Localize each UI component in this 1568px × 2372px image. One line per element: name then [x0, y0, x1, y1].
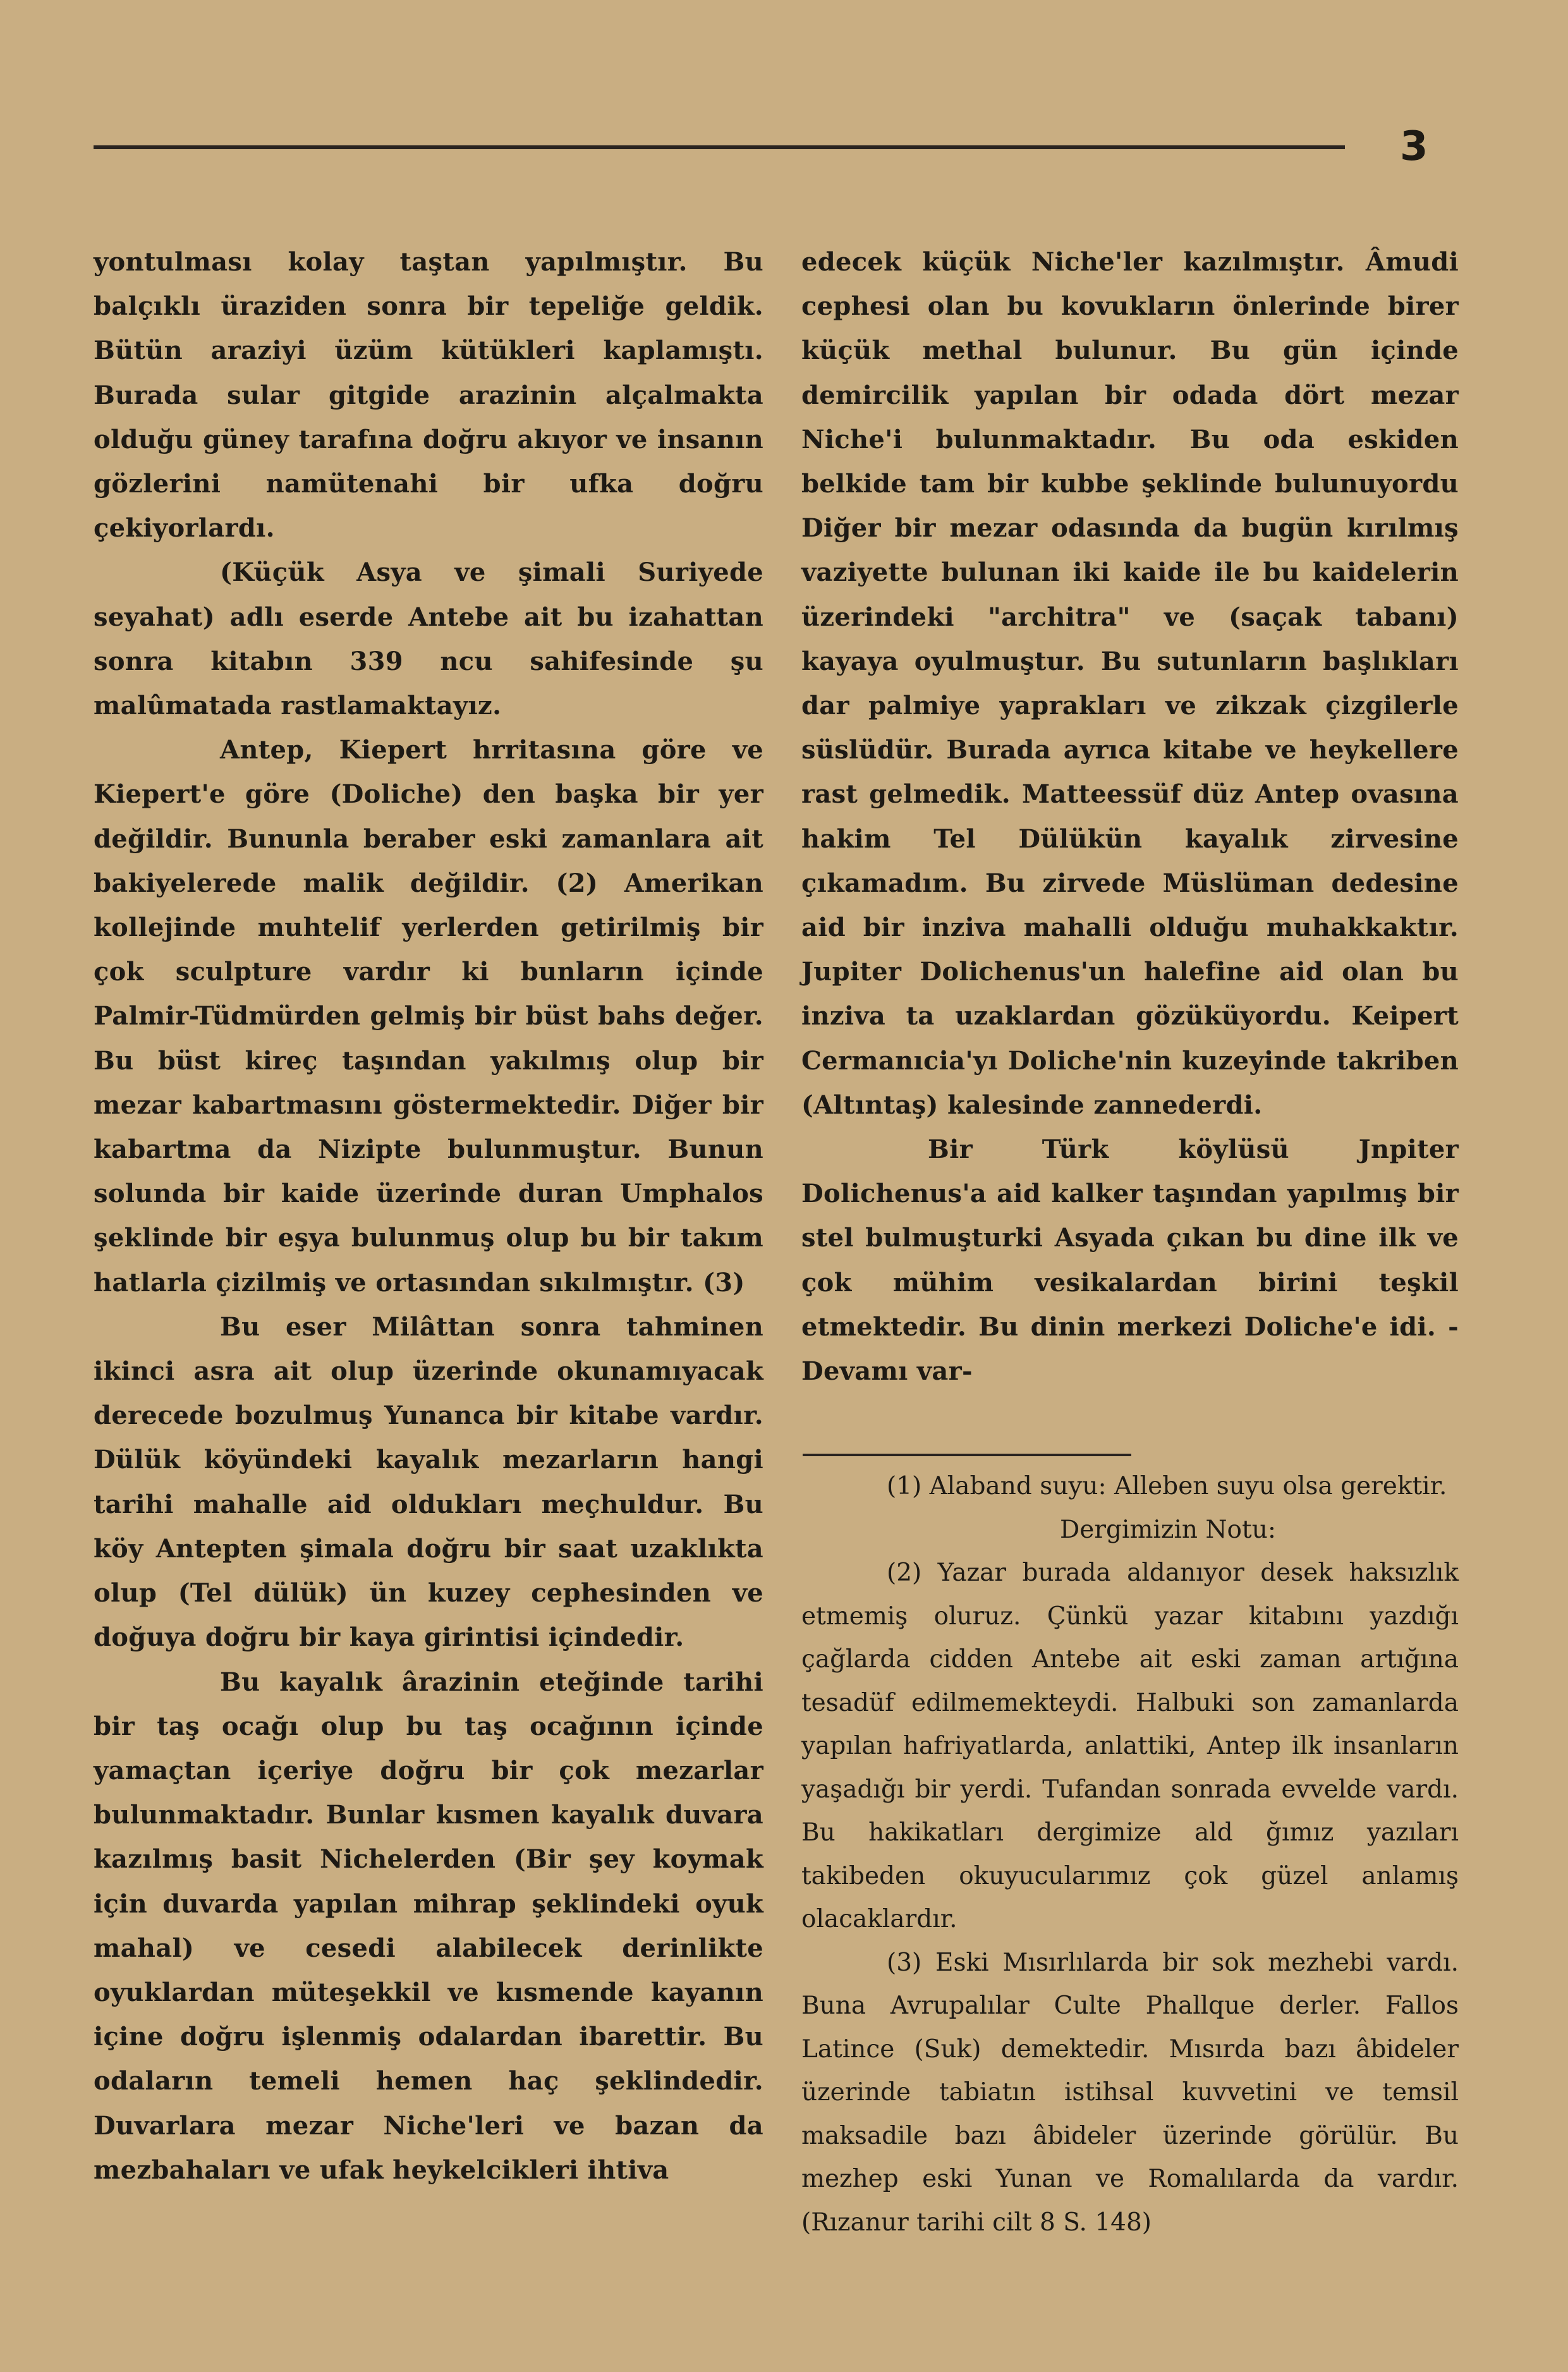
paragraph: Bu eser Milâttan sonra tahminen ikinci asra ait olup üzerinde okunamıyacak derecede bozulmuş Yunanca bir kitabe vardır. Dülük köyündeki kayalık mezarların hangi tarihi mahalle aid oldukları meçhuldur. Bu köy Antepten şimala doğru bir saat uzaklıkta olup (Tel dülük) ün kuzey cephesinden ve doğuya doğru bir kaya girintisi içindedir.: [94, 1311, 763, 1653]
paragraph: yontulması kolay taştan yapılmıştır. Bu balçıklı üraziden sonra bir tepeliğe geldik. Bütün araziyi üzüm kütükleri kaplamıştı. Burada sular gitgide arazinin alçalmakta olduğu güney tarafına doğru akıyor ve insanın gözlerini namütenahi bir ufka doğru çekiyorlardı.: [94, 247, 763, 544]
footnote: (2) Yazar burada aldanıyor desek haksızlık etmemiş oluruz. Çünkü yazar kitabını yazdığı çağlarda cidden Antebe ait eski zaman artığına tesadüf edilmemekteydi. Halbuki son zamanlarda yapılan hafriyatlarda, anlattiki, Antep ilk insanların yaşadığı bir yerdi. Tufandan sonrada evvelde vardı. Bu hakikatları dergimize ald ğımız yazıları takibeden okuyucularımız çok güzel anlamış olacaklardır.: [801, 1559, 1459, 1933]
paragraph: edecek küçük Niche'ler kazılmıştır. Âmudi cephesi olan bu kovukların önlerinde birer küçük methal bulunur. Bu gün içinde demircilik yapılan bir odada dört mezar Niche'i bulunmaktadır. Bu oda eskiden belkide tam bir kubbe şeklinde bulunuyordu Diğer bir mezar odasında da bugün kırılmış vaziyette bulunan iki kaide ile bu kaidelerin üzerindeki "architra" ve (saçak tabanı) kayaya oyulmuştur. Bu sutunların başlıkları dar palmiye yaprakları ve zikzak çizgilerle süslüdür. Burada ayrıca kitabe ve heykellere rast gelmedik. Matteessüf düz Antep ovasına hakim Tel Dülükün kayalık zirvesine çıkamadım. Bu zirvede Müslüman dedesine aid bir inziva mahalli olduğu muhakkaktır. Jupiter Dolichenus'un halefine aid olan bu inziva ta uzaklardan gözüküyordu. Keipert Cermanıcia'yı Doliche'nin kuzeyinde takriben (Altıntaş) kalesinde zannederdi.: [801, 247, 1459, 1120]
paragraph: Bir Türk köylüsü Jnpiter Dolichenus'a aid kalker taşından yapılmış bir stel bulmuşturki Asyada çıkan bu dine ilk ve çok mühim vesikalardan birini teşkil etmektedir. Bu dinin merkezi Doliche'e idi. -Devamı var-: [801, 1134, 1459, 1387]
footnote: (3) Eski Mısırlılarda bir sok mezhebi vardı. Buna Avrupalılar Culte Phallque derler. Fallos Latince (Suk) demektedir. Mısırda bazı âbideler üzerinde tabiatın istihsal kuvvetini ve temsil maksadile bazı âbideler üzerinde görülür. Bu mezhep eski Yunan ve Romalılarda da vardır. (Rızanur tarihi cilt 8 S. 148): [801, 1948, 1459, 2237]
footnote-rule: [803, 1454, 1131, 1456]
footnote: (1) Alaband suyu: Alleben suyu olsa gerektir.: [887, 1472, 1447, 1500]
left-column: [94, 240, 763, 2193]
editor-note-heading: Dergimizin Notu:: [1060, 1515, 1276, 1544]
paragraph: (Küçük Asya ve şimali Suriyede seyahat) adlı eserde Antebe ait bu izahattan sonra kitabın 339 ncu sahifesinde şu malûmatada rastlamaktayız.: [94, 557, 763, 721]
footnotes: [801, 1465, 1459, 2244]
paragraph: Bu kayalık ârazinin eteğinde tarihi bir taş ocağı olup bu taş ocağının içinde yamaçtan içeriye doğru bir çok mezarlar bulunmaktadır. Bunlar kısmen kayalık duvara kazılmış basit Nichelerden (Bir şey koymak için duvarda yapılan mihrap şeklindeki oyuk mahal) ve cesedi alabilecek derinlikte oyuklardan müteşekkil ve kısmende kayanın içine doğru işlenmiş odalardan ibarettir. Bu odaların temeli hemen haç şeklindedir. Duvarlara mezar Niche'leri ve bazan da mezbahaları ve ufak heykelcikleri ihtiva: [94, 1667, 763, 2185]
header-rule: [94, 145, 1345, 149]
right-column: [801, 240, 1459, 1394]
paragraph: Antep, Kiepert hrritasına göre ve Kiepert'e göre (Doliche) den başka bir yer değildir. Bununla beraber eski zamanlara ait bakiyelerede malik değildir. (2) Amerikan kollejinde muhtelif yerlerden getirilmiş bir çok sculpture vardır ki bunların içinde Palmir-Tüdmürden gelmiş bir büst bahs değer. Bu büst kireç taşından yakılmış olup bir mezar kabartmasını göstermektedir. Diğer bir kabartma da Nizipte bulunmuştur. Bunun solunda bir kaide üzerinde duran Umphalos şeklinde bir eşya bulunmuş olup bu bir takım hatlarla çizilmiş ve ortasından sıkılmıştır. (3): [94, 735, 763, 1298]
page-number: 3: [1400, 123, 1428, 170]
